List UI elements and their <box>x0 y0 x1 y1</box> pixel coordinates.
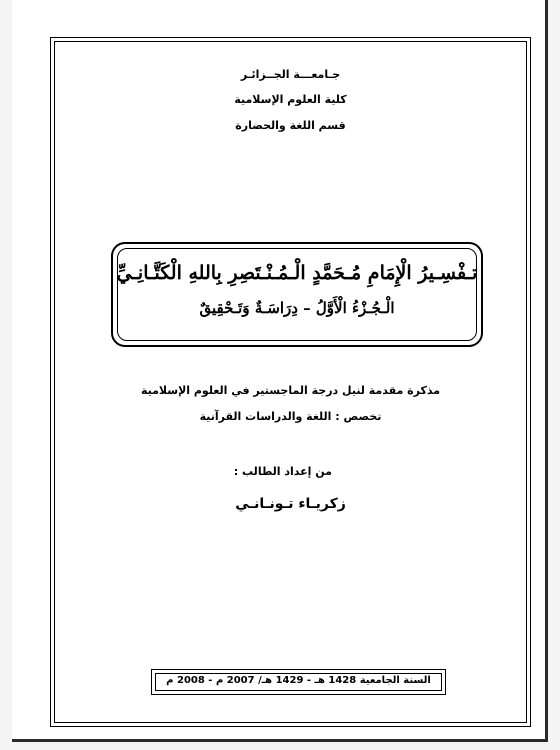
student-name: زكريـاء تـونـانـي <box>235 496 346 512</box>
university-name: جـامعـــة الجــزائـر <box>240 68 341 81</box>
page-border-inner <box>54 41 527 723</box>
page-border-frame <box>50 37 531 727</box>
academic-year: السنة الجامعية 1428 هـ - 1429 هـ/ 2007 م - 2008 م <box>166 675 431 686</box>
department-name: قسم اللغة والحضارة <box>235 119 346 132</box>
faculty-name: كلية العلوم الإسلامية <box>234 93 347 106</box>
degree-purpose: مذكرة مقدمة لنيل درجة الماجستير في العلوم الإسلامية <box>140 384 441 397</box>
academic-year-box <box>151 669 446 695</box>
document-page <box>12 0 548 742</box>
specialty: تخصص : اللغة والدراسات القرآنية <box>199 410 382 423</box>
thesis-subtitle: الْـجُـزْءُ الْأَوَّلُ – دِرَاسَـةٌ وَتَـحْقِيقٌ <box>199 299 395 317</box>
title-box <box>111 242 483 347</box>
prepared-by-label: من إعداد الطالب : <box>233 465 332 478</box>
thesis-title: تـفْسِـيرُ الْإِمَامِ مُـحَمَّدٍ الْـمُـنْـتَصِرِ بِاللهِ الْكَتَّـانِـيِّ <box>116 262 478 284</box>
